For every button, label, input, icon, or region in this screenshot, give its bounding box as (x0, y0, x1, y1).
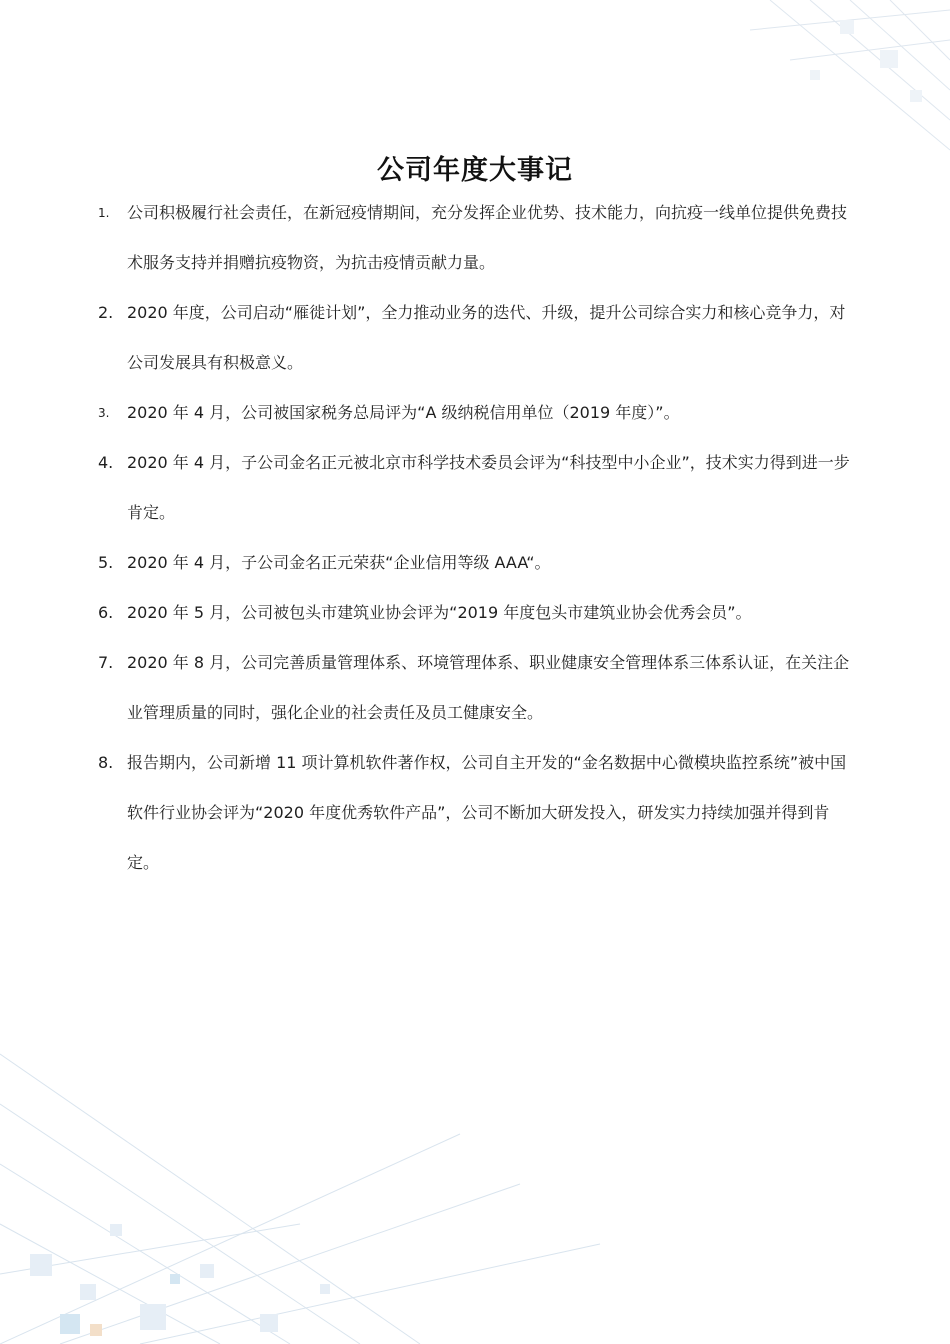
event-number: 6. (98, 603, 114, 622)
event-list (0, 188, 950, 888)
event-item-3 (0, 388, 950, 438)
event-item-4 (0, 438, 950, 538)
event-item-2 (0, 288, 950, 388)
event-text: 公司积极履行社会责任，在新冠疫情期间，充分发挥企业优势、技术能力，向抗疫一线单位提供免费技术服务支持并捐赠抗疫物资，为抗击疫情贡献力量。 (127, 203, 848, 272)
corner-decoration-top (690, 0, 950, 170)
event-text: 报告期内，公司新增 11 项计算机软件著作权，公司自主开发的“金名数据中心微模块监控系统”被中国软件行业协会评为“2020 年度优秀软件产品”，公司不断加大研发投入，研发实力持续加强并得到肯定。 (127, 753, 847, 872)
event-text: 2020 年 4 月，子公司金名正元被北京市科学技术委员会评为“科技型中小企业”，技术实力得到进一步肯定。 (127, 453, 850, 522)
event-number: 5. (98, 553, 114, 572)
event-number: 7. (98, 653, 114, 672)
event-text: 2020 年度，公司启动“雁徙计划”，全力推动业务的迭代、升级，提升公司综合实力和核心竞争力，对公司发展具有积极意义。 (127, 303, 846, 372)
corner-decoration-bottom (0, 1014, 950, 1344)
event-number: 2. (98, 303, 114, 322)
event-text: 2020 年 8 月，公司完善质量管理体系、环境管理体系、职业健康安全管理体系三体系认证，在关注企业管理质量的同时，强化企业的社会责任及员工健康安全。 (127, 653, 850, 722)
event-number: 8. (98, 753, 114, 772)
event-number: 4. (98, 453, 114, 472)
event-text: 2020 年 4 月，公司被国家税务总局评为“A 级纳税信用单位（2019 年度）”。 (127, 403, 680, 422)
event-number: 3. (98, 406, 110, 420)
event-item-6 (0, 588, 950, 638)
event-text: 2020 年 4 月，子公司金名正元荣获“企业信用等级 AAA“。 (127, 553, 551, 572)
event-item-8 (0, 738, 950, 888)
event-number: 1. (98, 206, 110, 220)
event-item-5 (0, 538, 950, 588)
event-item-1 (0, 188, 950, 288)
event-item-7 (0, 638, 950, 738)
event-text: 2020 年 5 月，公司被包头市建筑业协会评为“2019 年度包头市建筑业协会优秀会员”。 (127, 603, 752, 622)
page-title: 公司年度大事记 (377, 155, 573, 187)
